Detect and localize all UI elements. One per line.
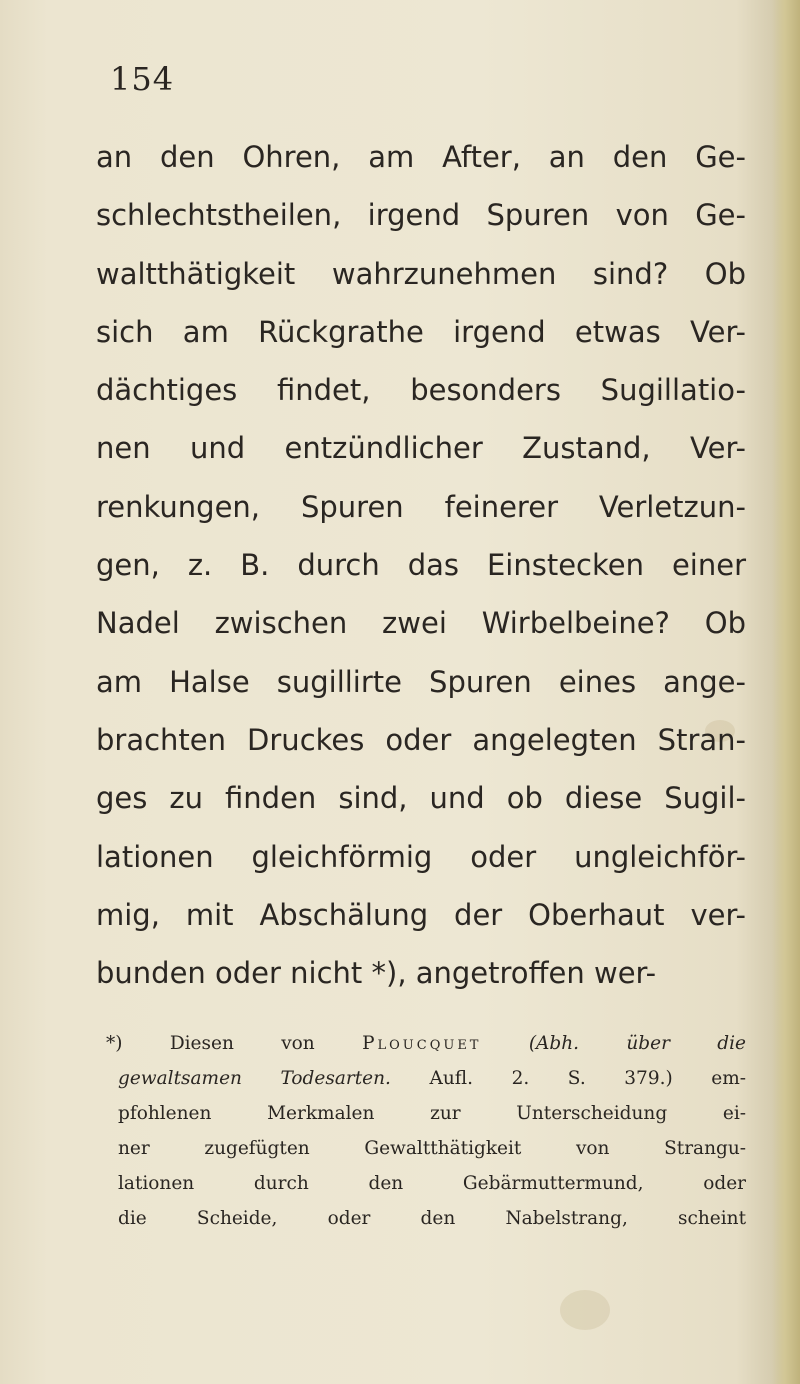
text-line: mig, mit Abschälung der Oberhaut ver-	[96, 897, 746, 932]
footnote	[96, 1026, 746, 1236]
text-line: sich am Rückgrathe irgend etwas Ver-	[96, 314, 746, 349]
footnote-work-title: (Abh. über die	[528, 1033, 746, 1054]
text-line: gen, z. B. durch das Einstecken einer	[96, 548, 746, 583]
text-line: bunden oder nicht *), angetroffen wer-	[96, 956, 657, 991]
text-line: dächtiges findet, besonders Sugillatio-	[96, 373, 746, 408]
paper-stain	[560, 1290, 610, 1330]
footnote-line: ner zugefügten Gewaltthätigkeit von Strangu-	[118, 1138, 746, 1159]
footnote-line: pfohlenen Merkmalen zur Unterscheidung ei-	[118, 1103, 746, 1124]
text-line: renkungen, Spuren feinerer Verletzun-	[96, 489, 746, 524]
footnote-text: Aufl. 2. S. 379.) em-	[429, 1068, 747, 1089]
text-line: waltthätigkeit wahrzunehmen sind? Ob	[96, 256, 746, 291]
footnote-line: lationen durch den Gebärmuttermund, oder	[118, 1173, 746, 1194]
text-line: lationen gleichförmig oder ungleichför-	[96, 839, 746, 874]
footnote-line	[96, 1026, 746, 1061]
footnote-work-title: gewaltsamen Todesarten.	[118, 1068, 391, 1089]
page-edge-shadow	[772, 0, 800, 1384]
text-line: schlechtstheilen, irgend Spuren von Ge-	[96, 198, 746, 233]
page-number: 154	[110, 60, 175, 98]
text-line: an den Ohren, am After, an den Ge-	[96, 140, 746, 174]
footnote-line	[96, 1061, 746, 1096]
text-line: brachten Druckes oder angelegten Stran-	[96, 722, 746, 757]
footnote-text: Diesen von	[169, 1033, 315, 1054]
footnote-marker: *)	[106, 1033, 123, 1054]
text-line: am Halse sugillirte Spuren eines ange-	[96, 664, 746, 699]
footnote-author: Ploucquet	[362, 1033, 482, 1054]
text-line: nen und entzündlicher Zustand, Ver-	[96, 431, 746, 466]
text-line: ges zu finden sind, und ob diese Sugil-	[96, 781, 746, 816]
body-text	[96, 128, 746, 1002]
text-line: Nadel zwischen zwei Wirbelbeine? Ob	[96, 606, 746, 641]
footnote-line: die Scheide, oder den Nabelstrang, scheint	[118, 1208, 746, 1229]
